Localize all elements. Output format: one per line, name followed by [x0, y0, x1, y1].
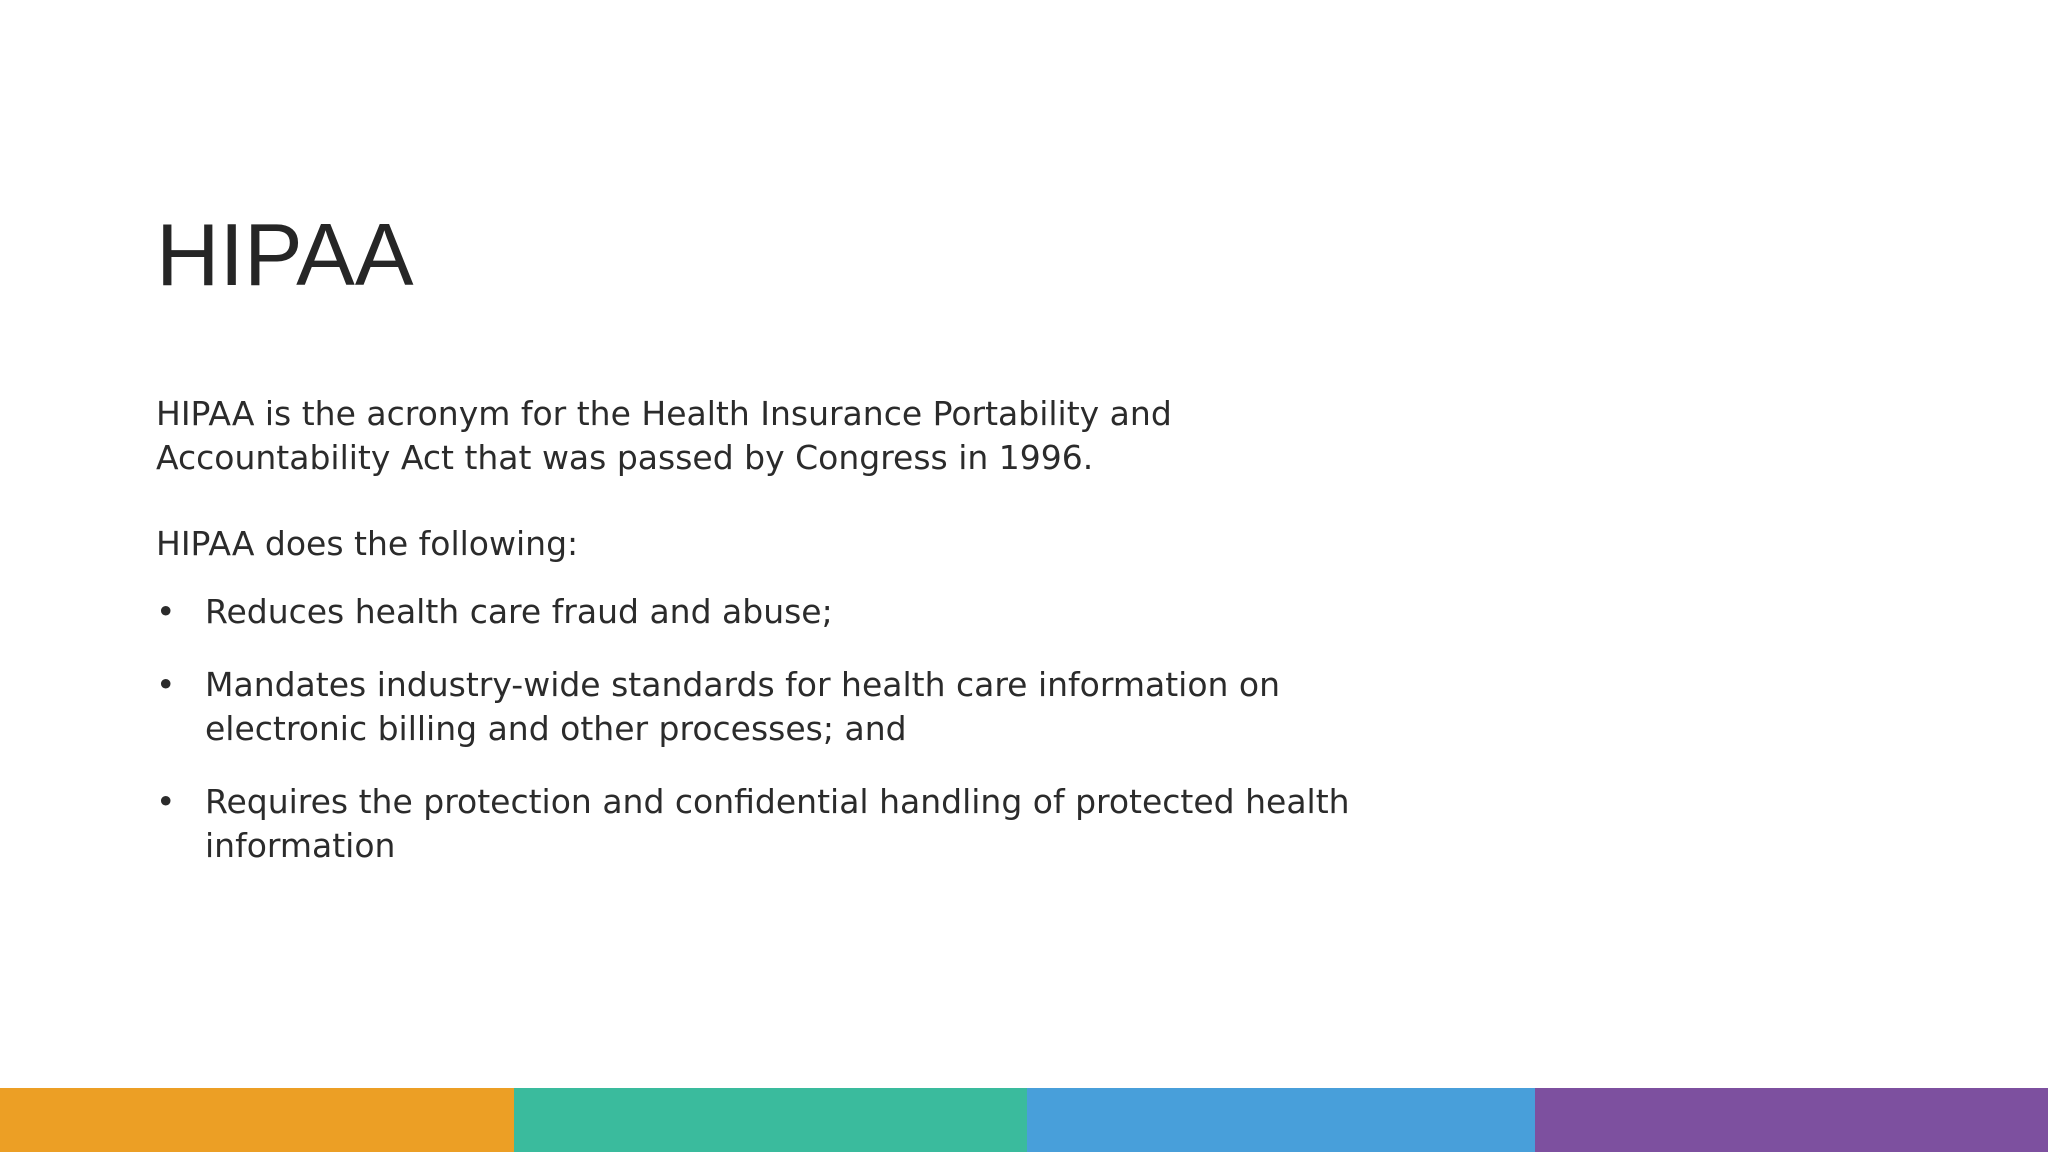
- footer-segment-purple: [1535, 1088, 2048, 1152]
- bullet-text: Reduces health care fraud and abuse;: [205, 592, 833, 631]
- intro-paragraph: HIPAA is the acronym for the Health Insurance Portability and Accountability Act that was passed by Congress in 1996.: [156, 394, 1172, 477]
- bullet-text: Requires the protection and confidential handling of protected health information: [205, 782, 1350, 865]
- list-item: [156, 590, 1365, 634]
- lead-paragraph: HIPAA does the following:: [156, 524, 579, 563]
- bullet-icon: •: [156, 782, 176, 821]
- bullet-text: Mandates industry-wide standards for health care information on electronic billing and other processes; and: [205, 665, 1281, 748]
- footer-segment-orange: [0, 1088, 514, 1152]
- list-item: [156, 780, 1365, 868]
- slide-body: [156, 392, 1396, 897]
- bullet-icon: •: [156, 592, 176, 631]
- footer-segment-teal: [514, 1088, 1027, 1152]
- footer-color-bar: [0, 1088, 2048, 1152]
- bullet-icon: •: [156, 665, 176, 704]
- bullet-list: [156, 590, 1396, 868]
- footer-segment-blue: [1027, 1088, 1535, 1152]
- list-item: [156, 663, 1365, 751]
- slide-title: HIPAA: [156, 205, 414, 304]
